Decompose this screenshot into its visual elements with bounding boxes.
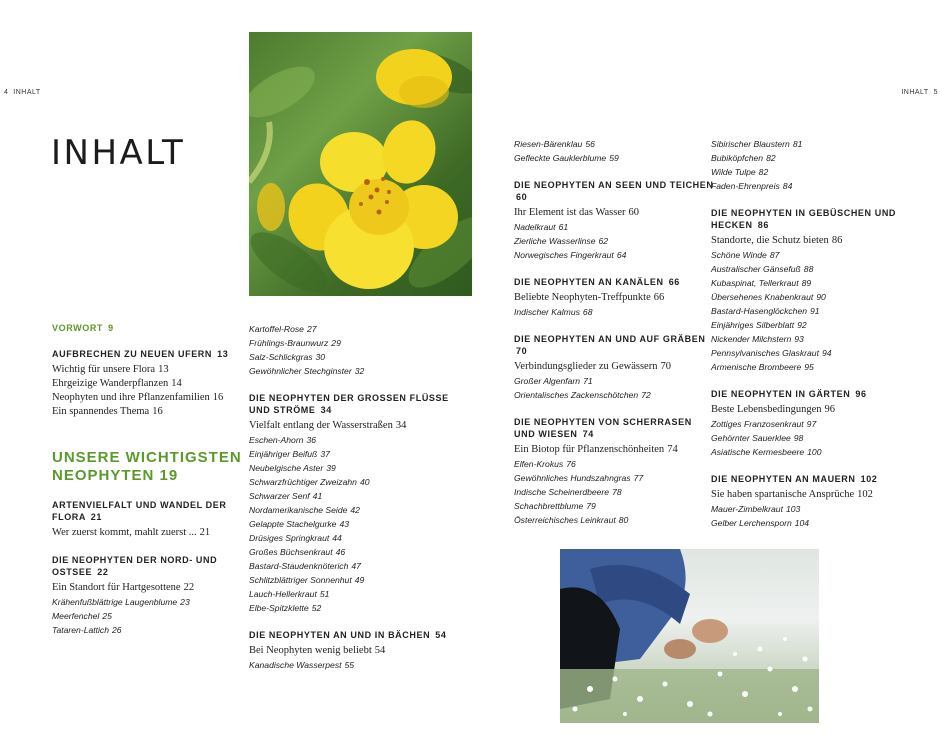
entry-text: Gehörnter Sauerklee <box>711 433 791 443</box>
page-ref: 81 <box>792 139 803 149</box>
toc-entry[interactable] <box>711 403 911 417</box>
heading-text: AUFBRECHEN ZU NEUEN UFERN <box>52 349 213 359</box>
entry-text: Frühlings-Braunwurz <box>249 338 329 348</box>
entry-text: Gewöhnliches Hundszahngras <box>514 473 631 483</box>
entry-text: Bastard-Staudenknöterich <box>249 561 349 571</box>
page-ref: 21 <box>199 527 211 538</box>
toc-entry[interactable] <box>249 531 449 545</box>
entry-text: Indischer Kalmus <box>514 307 580 317</box>
section-heading[interactable] <box>52 499 252 523</box>
section-heading[interactable] <box>52 554 252 578</box>
section-heading[interactable] <box>711 473 911 485</box>
toc-entry[interactable] <box>249 322 449 336</box>
entry-text: Norwegisches Fingerkraut <box>514 250 614 260</box>
entry-text: Drüsiges Springkraut <box>249 533 330 543</box>
toc-entry[interactable] <box>52 391 252 405</box>
page-ref: 88 <box>803 264 814 274</box>
toc-section <box>52 449 252 485</box>
entry-text: Faden-Ehrenpreis <box>711 181 780 191</box>
page-ref: 92 <box>797 320 807 330</box>
toc-entry[interactable] <box>711 290 911 304</box>
page-ref: 36 <box>306 435 317 445</box>
page-ref: 51 <box>319 589 330 599</box>
page-ref: 70 <box>660 361 671 372</box>
section-heading[interactable] <box>711 388 911 400</box>
page-ref: 61 <box>558 222 569 232</box>
toc-entry[interactable] <box>711 304 911 318</box>
page-ref: 22 <box>97 567 109 577</box>
page-ref: 76 <box>566 459 576 469</box>
heading-text: DIE NEOPHYTEN VON SCHERRASEN UND WIESEN <box>514 417 692 439</box>
entry-text: Beste Lebensbedingungen <box>711 404 822 415</box>
page-ref: 44 <box>332 533 342 543</box>
toc-entry[interactable] <box>711 137 911 151</box>
section-heading[interactable] <box>249 392 449 416</box>
entry-text: Gelber Lerchensporn <box>711 518 792 528</box>
toc-entry[interactable] <box>52 595 252 609</box>
entry-text: Mauer-Zimbelkraut <box>711 504 783 514</box>
toc-entry[interactable] <box>514 457 714 471</box>
toc-entry[interactable] <box>249 461 449 475</box>
entry-text: Einjähriges Silberblatt <box>711 320 795 330</box>
page-ref: 98 <box>793 433 804 443</box>
toc-section <box>711 388 911 459</box>
toc-section <box>514 333 714 402</box>
entry-text: Kanadische Wasserpest <box>249 660 342 670</box>
section-heading[interactable] <box>249 629 449 641</box>
toc-entry[interactable] <box>249 364 449 378</box>
heading-text: DIE NEOPHYTEN AN SEEN UND TEICHEN <box>514 180 714 190</box>
toc-entry[interactable] <box>711 234 911 248</box>
entry-text: Gewöhnlicher Stechginster <box>249 366 352 376</box>
section-heading[interactable] <box>514 333 714 357</box>
page-ref: 52 <box>311 603 322 613</box>
page-ref: 46 <box>335 547 346 557</box>
toc-column-3 <box>514 137 714 527</box>
page-ref: 95 <box>804 362 814 372</box>
entry-text: Wer zuerst kommt, mahlt zuerst ... <box>52 527 197 538</box>
entry-text: Kubaspinat, Tellerkraut <box>711 278 799 288</box>
toc-entry[interactable] <box>514 513 714 527</box>
toc-section <box>52 499 252 540</box>
page-ref: 22 <box>183 582 195 593</box>
page-ref: 103 <box>785 504 801 514</box>
page-ref: 66 <box>668 277 680 287</box>
page-ref: 74 <box>582 429 594 439</box>
toc-entry[interactable] <box>514 137 714 151</box>
toc-entry[interactable] <box>514 220 714 234</box>
toc-entry[interactable] <box>711 262 911 276</box>
heading-text: DIE NEOPHYTEN DER GROSSEN FLÜSSE UND STRÖME <box>249 393 449 415</box>
chapter-heading[interactable] <box>52 449 252 485</box>
entry-text: Standorte, die Schutz bieten <box>711 235 829 246</box>
toc-entry[interactable] <box>514 485 714 499</box>
toc-section <box>52 322 252 334</box>
toc-entry[interactable] <box>711 151 911 165</box>
toc-entry[interactable] <box>249 489 449 503</box>
page-ref: 26 <box>112 625 122 635</box>
toc-entry[interactable] <box>711 276 911 290</box>
page-title: INHALT <box>51 133 186 173</box>
page-number-left <box>4 89 41 96</box>
entry-text: Einjähriger Beifuß <box>249 449 318 459</box>
toc-column-1 <box>52 322 252 637</box>
toc-entry[interactable] <box>52 623 252 637</box>
page-ref: 13 <box>217 349 229 359</box>
toc-entry[interactable] <box>711 516 911 530</box>
entry-text: Ein spannendes Thema <box>52 406 150 417</box>
toc-entry[interactable] <box>249 644 449 658</box>
section-heading[interactable] <box>514 179 714 203</box>
page-ref: 71 <box>583 376 593 386</box>
heading-text: DIE NEOPHYTEN AN UND IN BÄCHEN <box>249 630 431 640</box>
page-ref: 40 <box>359 477 370 487</box>
page-ref: 54 <box>435 630 447 640</box>
toc-entry[interactable] <box>249 545 449 559</box>
entry-text: Sie haben spartanische Ansprüche <box>711 489 855 500</box>
page-ref: 86 <box>831 235 843 246</box>
entry-text: Großer Algenfarn <box>514 376 581 386</box>
toc-entry[interactable] <box>711 179 911 193</box>
page-ref: 60 <box>516 192 528 202</box>
page-ref: 104 <box>794 518 810 528</box>
page-ref: 25 <box>102 611 112 621</box>
toc-section <box>514 416 714 527</box>
page-ref: 77 <box>633 473 644 483</box>
toc-entry[interactable] <box>514 360 714 374</box>
toc-entry[interactable] <box>711 248 911 262</box>
page-ref: 42 <box>350 505 360 515</box>
entry-text: Indische Scheinerdbeere <box>514 487 610 497</box>
toc-column-4 <box>711 137 911 530</box>
toc-entry[interactable] <box>249 559 449 573</box>
section-heading[interactable] <box>711 207 911 231</box>
toc-entry[interactable] <box>249 475 449 489</box>
page-ref: 54 <box>374 645 386 656</box>
section-heading[interactable] <box>52 322 252 334</box>
entry-text: Wichtig für unsere Flora <box>52 364 156 375</box>
page-ref: 80 <box>618 515 629 525</box>
entry-text: Ein Biotop für Pflanzenschönheiten <box>514 444 665 455</box>
toc-entry[interactable] <box>711 502 911 516</box>
toc-entry[interactable] <box>711 417 911 431</box>
entry-text: Lauch-Hellerkraut <box>249 589 317 599</box>
entry-text: Schwarzfrüchtiger Zweizahn <box>249 477 357 487</box>
flower-illustration <box>249 32 472 296</box>
entry-text: Großes Büchsenkraut <box>249 547 333 557</box>
toc-entry[interactable] <box>249 336 449 350</box>
page-ref: 90 <box>816 292 826 302</box>
entry-text: Übersehenes Knabenkraut <box>711 292 814 302</box>
entry-text: Elfen-Krokus <box>514 459 564 469</box>
toc-entry[interactable] <box>514 499 714 513</box>
toc-entry[interactable] <box>514 443 714 457</box>
heading-text: DIE NEOPHYTEN AN KANÄLEN <box>514 277 664 287</box>
page-ref: 102 <box>857 489 873 500</box>
page-ref: 39 <box>326 463 336 473</box>
hands-in-flowers-photo <box>560 549 819 723</box>
page-ref: 21 <box>90 512 102 522</box>
entry-text: Bubiköpfchen <box>711 153 764 163</box>
toc-entry[interactable] <box>249 419 449 433</box>
page-ref: 74 <box>667 444 678 455</box>
page-ref: 34 <box>395 420 407 431</box>
page-ref: 97 <box>806 419 817 429</box>
entry-text: Zottiges Franzosenkraut <box>711 419 804 429</box>
page-ref: 66 <box>653 292 665 303</box>
toc-entry[interactable] <box>711 165 911 179</box>
page-ref: 82 <box>766 153 776 163</box>
entry-text: Pennsylvanisches Glaskraut <box>711 348 819 358</box>
section-heading[interactable] <box>514 276 714 288</box>
entry-text: Gelappte Stachelgurke <box>249 519 337 529</box>
entry-text: Ehrgeizige Wanderpflanzen <box>52 378 169 389</box>
page-ref: 16 <box>212 392 224 403</box>
entry-text: Gefleckte Gauklerblume <box>514 153 607 163</box>
running-header: INHALT <box>901 89 929 96</box>
heading-text: DIE NEOPHYTEN DER NORD- UND OSTSEE <box>52 555 218 577</box>
page-number: 4 <box>4 89 9 96</box>
toc-entry[interactable] <box>249 433 449 447</box>
entry-text: Sibirischer Blaustern <box>711 139 790 149</box>
page-ref: 43 <box>339 519 349 529</box>
toc-entry[interactable] <box>249 503 449 517</box>
entry-text: Asiatische Kermesbeere <box>711 447 805 457</box>
page-ref: 60 <box>628 207 640 218</box>
heading-text: DIE NEOPHYTEN IN GEBÜSCHEN UND HECKEN <box>711 208 897 230</box>
heading-text: VORWORT <box>52 323 104 333</box>
toc-entry[interactable] <box>52 377 252 391</box>
entry-text: Bastard-Hasenglöckchen <box>711 306 808 316</box>
toc-entry[interactable] <box>711 488 911 502</box>
page-ref: 84 <box>782 181 793 191</box>
entry-text: Beliebte Neophyten-Treffpunkte <box>514 292 651 303</box>
page-ref: 16 <box>152 406 163 417</box>
toc-entry[interactable] <box>711 360 911 374</box>
toc-entry[interactable] <box>52 526 252 540</box>
entry-text: Wilde Tulpe <box>711 167 756 177</box>
heading-text: DIE NEOPHYTEN AN UND AUF GRÄBEN <box>514 334 706 344</box>
page-ref: 56 <box>585 139 595 149</box>
running-header: INHALT <box>13 89 41 96</box>
toc-entry[interactable] <box>711 318 911 332</box>
page-ref: 82 <box>758 167 769 177</box>
page-ref: 32 <box>354 366 365 376</box>
entry-text: Krähenfußblättrige Laugenblume <box>52 597 178 607</box>
page-ref: 14 <box>171 378 182 389</box>
flower-photo <box>249 32 472 296</box>
entry-text: Australischer Gänsefuß <box>711 264 801 274</box>
entry-text: Schlitzblättriger Sonnenhut <box>249 575 352 585</box>
page-ref: 27 <box>306 324 317 334</box>
entry-text: Neophyten und ihre Pflanzenfamilien <box>52 392 210 403</box>
page-ref: 87 <box>769 250 780 260</box>
page-ref: 64 <box>616 250 627 260</box>
page-number-right <box>901 89 938 96</box>
entry-text: Elbe-Spitzklette <box>249 603 309 613</box>
entry-text: Nordamerikanische Seide <box>249 505 348 515</box>
toc-entry[interactable] <box>249 573 449 587</box>
entry-text: Tataren-Lattich <box>52 625 110 635</box>
toc-entry[interactable] <box>52 363 252 377</box>
page-ref: 13 <box>158 364 169 375</box>
page-number: 5 <box>933 89 938 96</box>
toc-entry[interactable] <box>514 388 714 402</box>
heading-text: UNSERE WICHTIGSTEN NEOPHYTEN <box>52 449 242 484</box>
heading-text: ARTENVIELFALT UND WANDEL DER FLORA <box>52 500 227 522</box>
page-ref: 78 <box>612 487 622 497</box>
page-ref: 23 <box>180 597 190 607</box>
toc-entry[interactable] <box>52 609 252 623</box>
page-ref: 89 <box>801 278 812 288</box>
page-ref: 94 <box>821 348 832 358</box>
page-ref: 47 <box>351 561 361 571</box>
entry-text: Schachbrettblume <box>514 501 584 511</box>
entry-text: Nadelkraut <box>514 222 556 232</box>
toc-entry[interactable] <box>514 291 714 305</box>
entry-text: Österreichisches Leinkraut <box>514 515 616 525</box>
entry-text: Vielfalt entlang der Wasserstraßen <box>249 420 393 431</box>
entry-text: Neubelgische Aster <box>249 463 324 473</box>
toc-entry[interactable] <box>249 601 449 615</box>
entry-text: Orientalisches Zackenschötchen <box>514 390 639 400</box>
toc-entry[interactable] <box>711 332 911 346</box>
entry-text: Bei Neophyten wenig beliebt <box>249 645 372 656</box>
page-ref: 79 <box>586 501 596 511</box>
page-ref: 93 <box>794 334 804 344</box>
entry-text: Kartoffel-Rose <box>249 324 304 334</box>
page-ref: 41 <box>312 491 323 501</box>
page-ref: 19 <box>159 467 179 484</box>
page-ref: 100 <box>807 447 822 457</box>
toc-entry[interactable] <box>711 445 911 459</box>
entry-text: Riesen-Bärenklau <box>514 139 583 149</box>
toc-entry[interactable] <box>514 151 714 165</box>
toc-entry[interactable] <box>711 431 911 445</box>
heading-text: DIE NEOPHYTEN AN MAUERN <box>711 474 856 484</box>
entry-text: Schwarzer Senf <box>249 491 310 501</box>
section-heading[interactable] <box>52 348 252 360</box>
page-ref: 102 <box>860 474 878 484</box>
entry-text: Ihr Element ist das Wasser <box>514 207 626 218</box>
toc-entry[interactable] <box>249 658 449 672</box>
toc-section <box>249 322 449 378</box>
toc-section <box>249 392 449 615</box>
toc-section <box>711 137 911 193</box>
section-heading[interactable] <box>514 416 714 440</box>
page-ref: 29 <box>331 338 341 348</box>
page-ref: 91 <box>810 306 820 316</box>
entry-text: Schöne Winde <box>711 250 767 260</box>
page-ref: 96 <box>824 404 836 415</box>
toc-entry[interactable] <box>711 346 911 360</box>
toc-entry[interactable] <box>514 305 714 319</box>
page-ref: 49 <box>354 575 365 585</box>
entry-text: Zierliche Wasserlinse <box>514 236 596 246</box>
toc-column-2 <box>249 322 449 672</box>
toc-entry[interactable] <box>514 206 714 220</box>
entry-text: Eschen-Ahorn <box>249 435 304 445</box>
toc-section <box>514 179 714 262</box>
toc-entry[interactable] <box>514 234 714 248</box>
page-ref: 59 <box>609 153 619 163</box>
toc-entry[interactable] <box>52 405 252 419</box>
page-ref: 68 <box>582 307 593 317</box>
toc-section <box>52 554 252 637</box>
toc-entry[interactable] <box>514 471 714 485</box>
page-ref: 72 <box>641 390 651 400</box>
entry-text: Ein Standort für Hartgesottene <box>52 582 181 593</box>
entry-text: Armenische Brombeere <box>711 362 802 372</box>
toc-entry[interactable] <box>249 447 449 461</box>
page-ref: 30 <box>315 352 326 362</box>
toc-entry[interactable] <box>52 581 252 595</box>
toc-section <box>711 473 911 530</box>
page-ref: 55 <box>344 660 355 670</box>
page-ref: 96 <box>855 389 867 399</box>
toc-entry[interactable] <box>514 248 714 262</box>
toc-section <box>514 276 714 319</box>
page-ref: 62 <box>598 236 609 246</box>
page-ref: 34 <box>320 405 332 415</box>
page-ref: 37 <box>320 449 330 459</box>
toc-entry[interactable] <box>249 587 449 601</box>
toc-section <box>711 207 911 374</box>
toc-section <box>249 629 449 672</box>
toc-entry[interactable] <box>249 350 449 364</box>
entry-text: Verbindungsglieder zu Gewässern <box>514 361 658 372</box>
page-ref: 70 <box>516 346 528 356</box>
entry-text: Salz-Schlickgras <box>249 352 313 362</box>
toc-entry[interactable] <box>249 517 449 531</box>
entry-text: Meerfenchel <box>52 611 100 621</box>
toc-section <box>514 137 714 165</box>
page-ref: 9 <box>108 323 114 333</box>
hands-illustration <box>560 549 819 723</box>
entry-text: Nickender Milchstern <box>711 334 792 344</box>
heading-text: DIE NEOPHYTEN IN GÄRTEN <box>711 389 851 399</box>
page-ref: 86 <box>757 220 769 230</box>
toc-entry[interactable] <box>514 374 714 388</box>
toc-section <box>52 348 252 419</box>
